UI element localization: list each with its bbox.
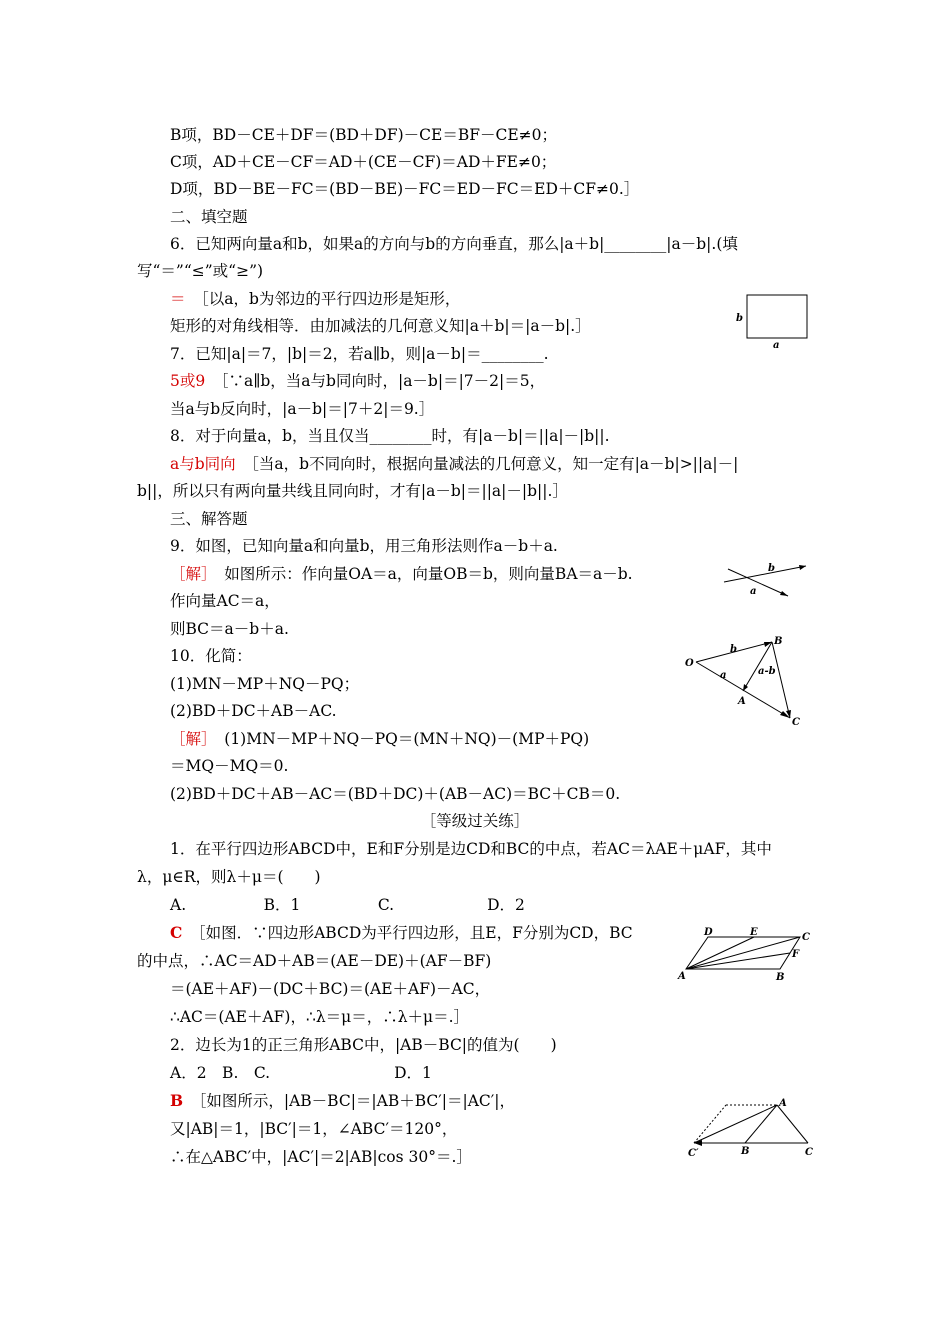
label-b: b bbox=[736, 313, 743, 324]
parallelogram-figure bbox=[676, 926, 816, 986]
solution-text: (1)MN－MP＋NQ－PQ＝(MN＋NQ)－(MP＋PQ) bbox=[208, 730, 590, 748]
label-b: b bbox=[768, 563, 775, 574]
point-C: C bbox=[805, 1147, 813, 1158]
point-B: B bbox=[776, 972, 785, 983]
solution-line bbox=[170, 563, 633, 585]
label-a: a bbox=[750, 586, 757, 597]
triangle-construction-figure bbox=[680, 632, 810, 732]
text-line: 又|AB|＝1，|BC′|＝1，∠ABC′＝120°， bbox=[170, 1120, 458, 1138]
point-C: C bbox=[802, 932, 810, 943]
label-a-minus-b: a-b bbox=[758, 666, 776, 677]
answer-text: ［当a，b不同向时，根据向量减法的几何意义，知一定有|a－b|>||a|－| bbox=[235, 455, 739, 473]
answer-line bbox=[170, 922, 633, 944]
text-line: ＝MQ－MQ＝0. bbox=[170, 757, 289, 775]
vectors-figure bbox=[720, 560, 820, 605]
text-line: 矩形的对角线相等．由加减法的几何意义知|a＋b|＝|a－b|.］ bbox=[170, 317, 591, 335]
point-C: C bbox=[792, 717, 800, 728]
answer-line bbox=[170, 453, 738, 475]
text-line: 则BC＝a－b＋a. bbox=[170, 620, 289, 638]
choices: A．2 B. C. D．1 bbox=[170, 1064, 432, 1082]
section-heading: 二、填空题 bbox=[170, 208, 248, 226]
text-line: B项，BD－CE＋DF＝(BD＋DF)－CE＝BF－CE≠0； bbox=[170, 126, 558, 144]
solution-mark: ［解］ bbox=[170, 565, 209, 583]
point-O: O bbox=[685, 658, 694, 669]
text-line: C项，AD＋CE－CF＝AD＋(CE－CF)＝AD＋FE≠0； bbox=[170, 153, 557, 171]
point-C-prime: C′ bbox=[688, 1148, 699, 1159]
answer-mark: a与b同向 bbox=[170, 455, 236, 473]
answer-text: ［∵a∥b，当a与b同向时，|a－b|＝|7－2|＝5， bbox=[205, 372, 546, 390]
point-D: D bbox=[704, 927, 713, 938]
solution-text: 如图所示：作向量OA＝a，向量OB＝b，则向量BA＝a－b. bbox=[208, 565, 633, 583]
text-line: λ，μ∈R，则λ＋μ＝( ) bbox=[137, 868, 321, 886]
point-B: B bbox=[741, 1146, 750, 1157]
text-line: ∴AC＝(AE＋AF)，∴λ＝μ＝，∴λ＋μ＝.］ bbox=[170, 1008, 470, 1026]
rectangle-figure bbox=[735, 290, 815, 352]
text-line: b||，所以只有两向量共线且同向时，才有|a－b|＝||a|－|b||.］ bbox=[137, 482, 568, 500]
text-line: (1)MN－MP＋NQ－PQ； bbox=[170, 675, 360, 693]
question-8: 8．对于向量a，b，当且仅当________时，有|a－b|＝||a|－|b||. bbox=[170, 427, 610, 445]
point-E: E bbox=[750, 927, 758, 938]
text-line: 的中点，∴AC＝AD＋AB＝(AE－DE)＋(AF－BF) bbox=[137, 952, 492, 970]
answer-line bbox=[170, 370, 545, 392]
answer-text: ［如图所示，|AB－BC|＝|AB＋BC′|＝|AC′|， bbox=[183, 1092, 516, 1110]
text-line: (2)BD＋DC＋AB－AC＝(BD＋DC)＋(AB－AC)＝BC＋CB＝0. bbox=[170, 785, 621, 803]
section-heading: ［等级过关练］ bbox=[420, 812, 530, 830]
answer-line bbox=[170, 1090, 515, 1112]
answer-mark: B bbox=[170, 1091, 184, 1110]
point-A: A bbox=[738, 696, 746, 707]
question-2: 2．边长为1的正三角形ABC中，|AB－BC|的值为( ) bbox=[170, 1036, 557, 1054]
question-1: 1．在平行四边形ABCD中，E和F分别是边CD和BC的中点，若AC＝λAE＋μAF，其中 bbox=[170, 840, 772, 858]
answer-text: ［如图．∵四边形ABCD为平行四边形，且E，F分别为CD，BC bbox=[182, 924, 633, 942]
answer-text: ［以a，b为邻边的平行四边形是矩形， bbox=[185, 290, 461, 308]
solution-mark: ［解］ bbox=[170, 730, 209, 748]
text-line: (2)BD＋DC＋AB－AC. bbox=[170, 702, 337, 720]
text-line: 作向量AC＝a， bbox=[170, 592, 280, 610]
text-line: ∴在△ABC′中，|AC′|＝2|AB|cos 30°＝.］ bbox=[170, 1148, 472, 1166]
text-line: D项，BD－BE－FC＝(BD－BE)－FC＝ED－FC＝ED＋CF≠0.］ bbox=[170, 180, 640, 198]
point-F: F bbox=[792, 949, 800, 960]
question-7: 7．已知|a|＝7，|b|＝2，若a∥b，则|a－b|＝________. bbox=[170, 345, 549, 363]
choices: A. B．1 C. D．2 bbox=[170, 896, 525, 914]
section-heading: 三、解答题 bbox=[170, 510, 248, 528]
point-B: B bbox=[774, 636, 783, 647]
point-A: A bbox=[779, 1098, 787, 1109]
question-9: 9．如图，已知向量a和向量b，用三角形法则作a－b＋a. bbox=[170, 537, 558, 555]
answer-mark: 5或9 bbox=[170, 372, 206, 390]
text-line: ＝(AE＋AF)－(DC＋BC)＝(AE＋AF)－AC， bbox=[170, 980, 491, 998]
question-6: 6．已知两向量a和b，如果a的方向与b的方向垂直，那么|a＋b|________|a－b|.(填 bbox=[170, 235, 738, 253]
text-line: 写“＝”“≤”或“≥”) bbox=[137, 262, 264, 280]
solution-line bbox=[170, 728, 589, 750]
label-a: a bbox=[720, 670, 727, 681]
question-10: 10．化简： bbox=[170, 647, 252, 665]
label-a: a bbox=[773, 340, 780, 351]
text-line: 当a与b反向时，|a－b|＝|7＋2|＝9.］ bbox=[170, 400, 435, 418]
answer-line bbox=[170, 288, 460, 310]
answer-mark: ＝ bbox=[170, 290, 186, 308]
label-b: b bbox=[730, 644, 737, 655]
point-A: A bbox=[678, 971, 686, 982]
answer-mark: C bbox=[170, 923, 183, 942]
equilateral-triangle-figure bbox=[682, 1096, 822, 1162]
